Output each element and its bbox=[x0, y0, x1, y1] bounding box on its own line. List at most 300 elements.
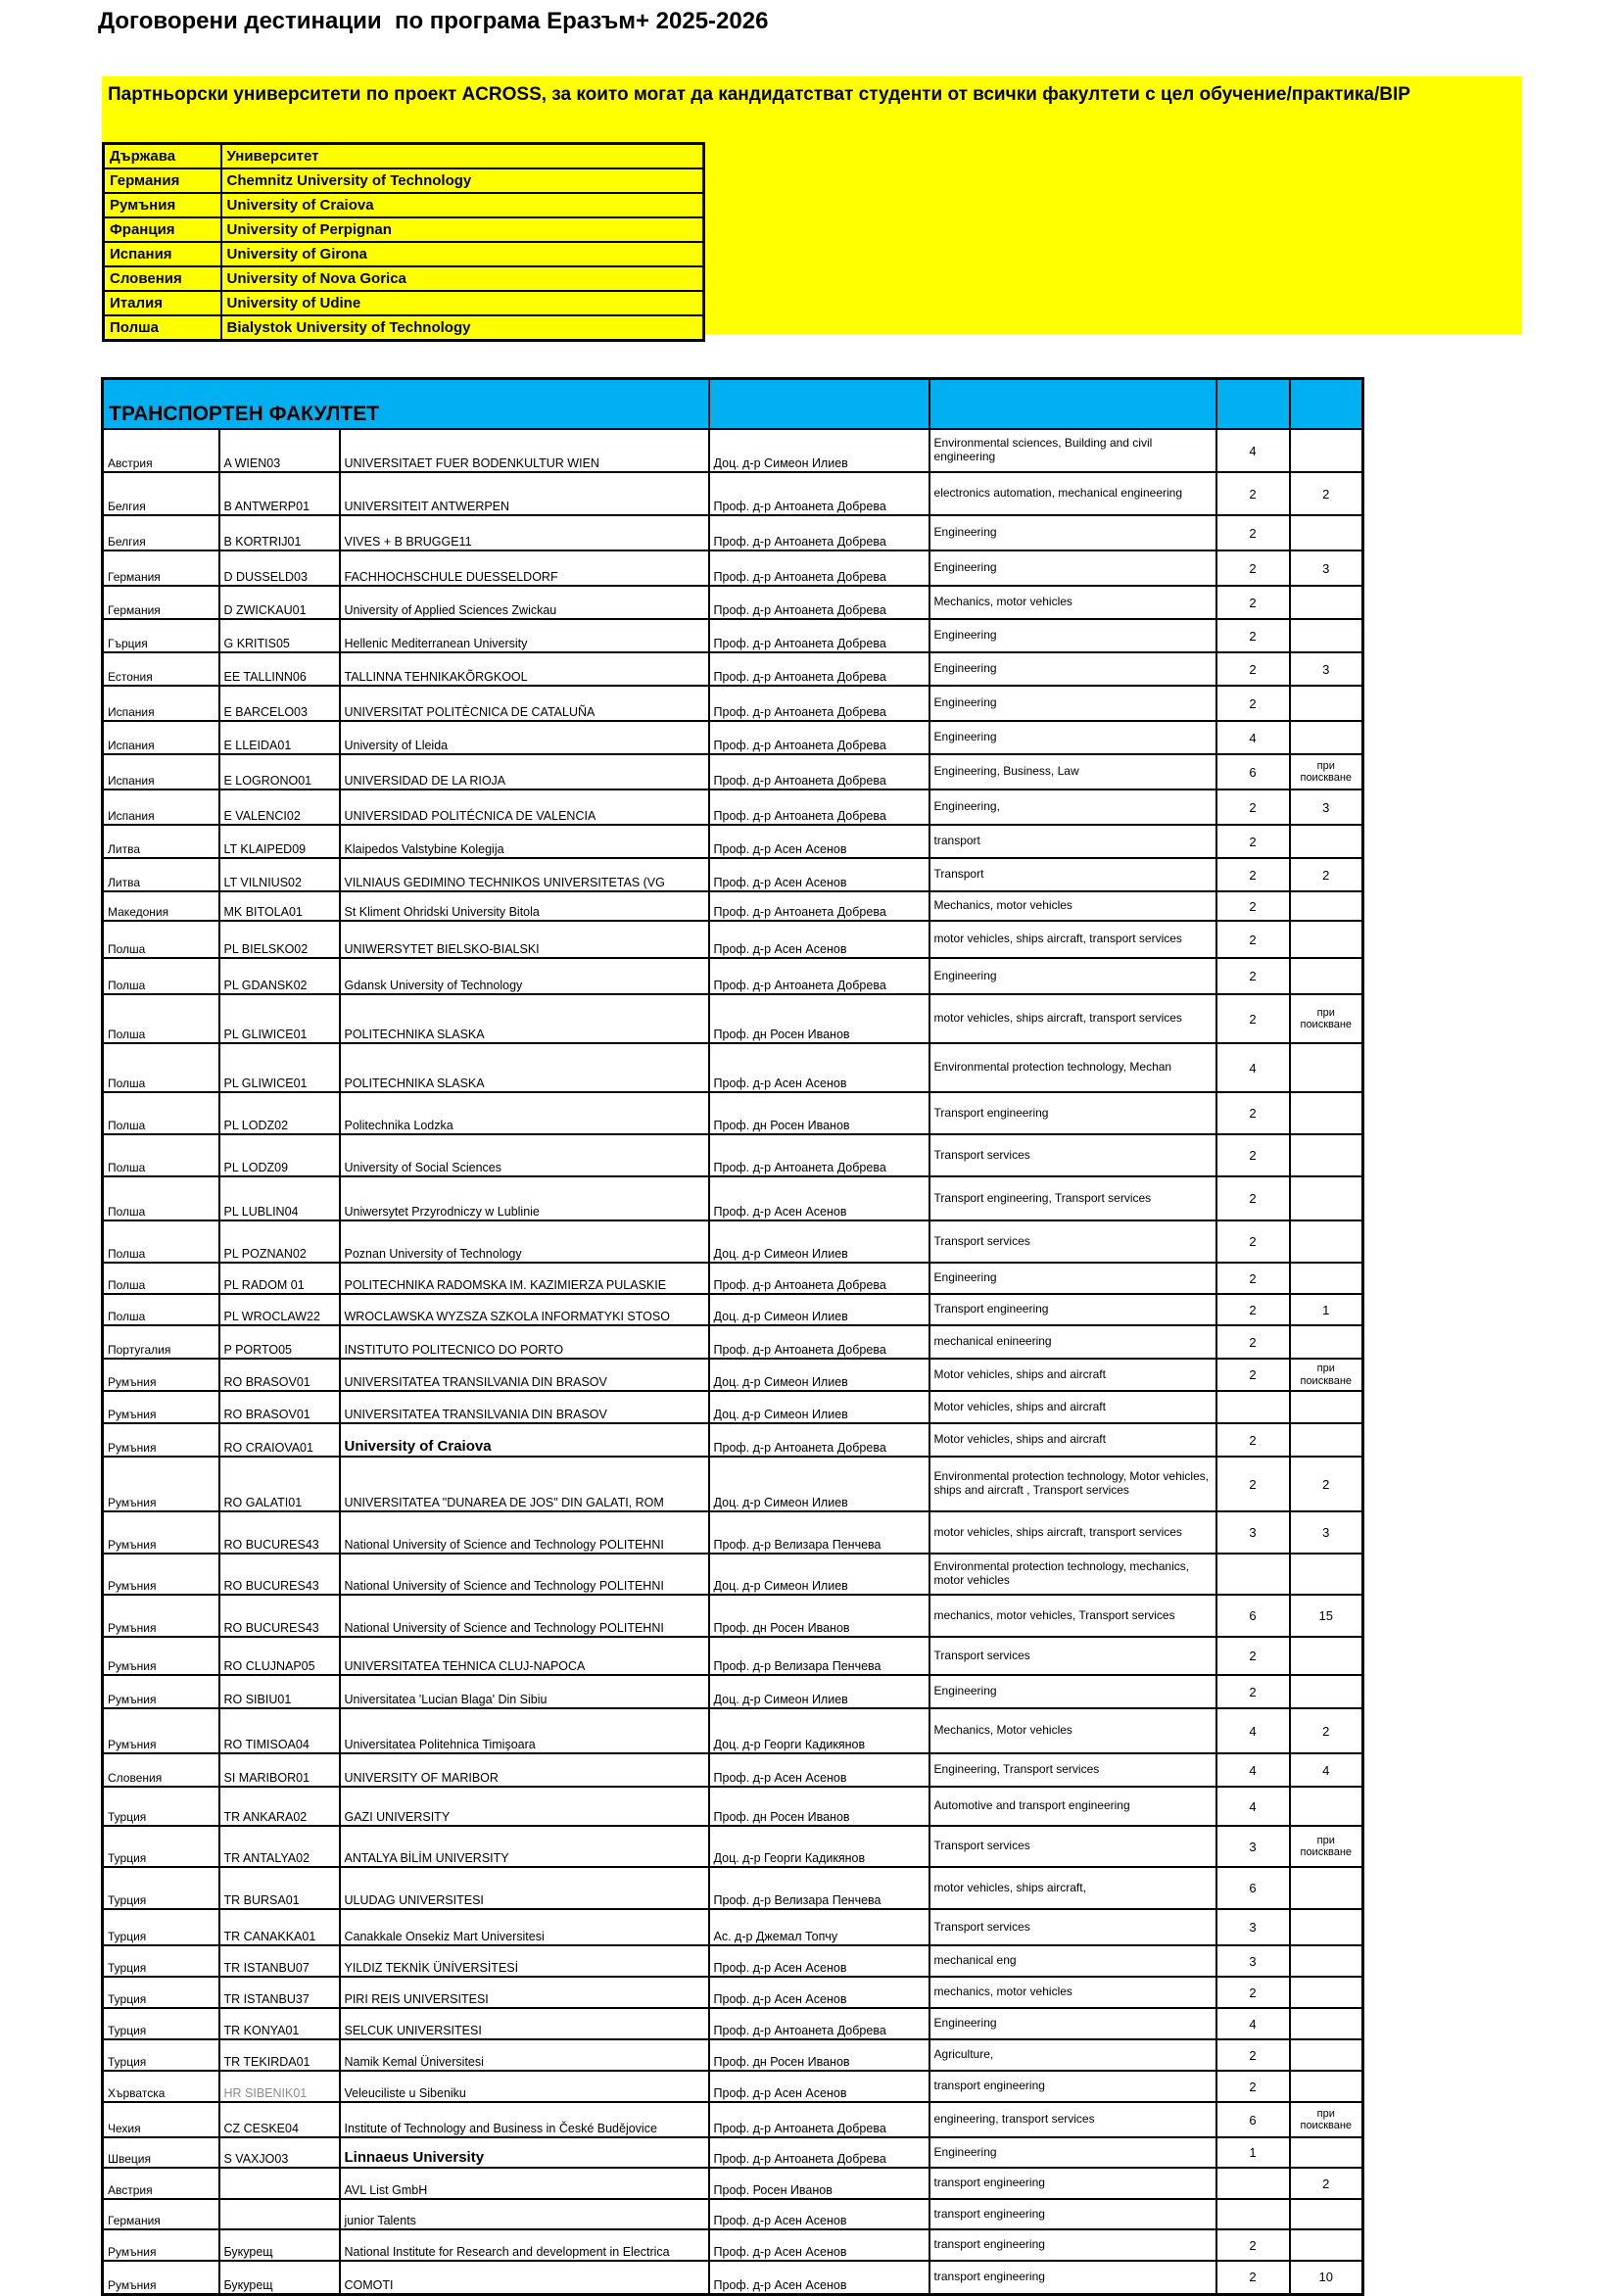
places-cell: 2 bbox=[1216, 2261, 1290, 2294]
country-cell: Румъния bbox=[103, 2229, 219, 2261]
coordinator-cell: Доц. д-р Симеон Илиев bbox=[709, 1220, 929, 1263]
country-cell: Румъния bbox=[103, 1359, 219, 1391]
coordinator-cell: Проф. д-р Асен Асенов bbox=[709, 858, 929, 891]
faculty-row bbox=[103, 1457, 1363, 1511]
fields-cell: electronics automation, mechanical engineering bbox=[929, 472, 1216, 515]
university-cell: UNIVERSIDAD DE LA RIOJA bbox=[340, 754, 709, 789]
note-cell bbox=[1290, 1675, 1363, 1708]
code-cell: EE TALLINN06 bbox=[219, 652, 340, 686]
fields-cell: Engineering bbox=[929, 1675, 1216, 1708]
faculty-row bbox=[103, 515, 1363, 550]
country-cell: Полша bbox=[103, 1294, 219, 1325]
country-cell: Румъния bbox=[103, 1457, 219, 1511]
country-cell: Полша bbox=[103, 1134, 219, 1176]
partner-country-cell: Словения bbox=[104, 266, 221, 291]
code-cell: PL RADOM 01 bbox=[219, 1263, 340, 1294]
page-title: Договорени дестинации по програма Еразъм+ 2025-2026 bbox=[98, 8, 769, 34]
code-cell: G KRITIS05 bbox=[219, 619, 340, 652]
country-cell: Германия bbox=[103, 550, 219, 586]
faculty-row bbox=[103, 1787, 1363, 1826]
places-cell: 2 bbox=[1216, 1176, 1290, 1220]
places-cell: 2 bbox=[1216, 825, 1290, 858]
partner-country-cell: Полша bbox=[104, 315, 221, 341]
country-cell: Турция bbox=[103, 1826, 219, 1867]
university-cell: UNIVERSITAET FUER BODENKULTUR WIEN bbox=[340, 429, 709, 472]
country-cell: Германия bbox=[103, 2199, 219, 2229]
note-cell bbox=[1290, 891, 1363, 921]
coordinator-cell: Проф. д-р Антоанета Добрева bbox=[709, 2008, 929, 2039]
code-cell: PL LODZ09 bbox=[219, 1134, 340, 1176]
university-cell: GAZI UNIVERSITY bbox=[340, 1787, 709, 1826]
coordinator-cell: Проф. д-р Асен Асенов bbox=[709, 1043, 929, 1092]
partner-country-cell: Германия bbox=[104, 168, 221, 193]
coordinator-cell: Проф. д-р Антоанета Добрева bbox=[709, 754, 929, 789]
university-cell: AVL List GmbH bbox=[340, 2168, 709, 2199]
faculty-row bbox=[103, 1294, 1363, 1325]
faculty-header-fields bbox=[929, 379, 1216, 430]
note-cell bbox=[1290, 2071, 1363, 2102]
faculty-row bbox=[103, 1391, 1363, 1423]
note-cell: при поискване bbox=[1290, 2102, 1363, 2137]
code-cell: TR CANAKKA01 bbox=[219, 1909, 340, 1945]
note-cell bbox=[1290, 1092, 1363, 1134]
university-cell: TALLINNA TEHNIKAKÕRGKOOL bbox=[340, 652, 709, 686]
fields-cell: Transport engineering bbox=[929, 1294, 1216, 1325]
university-cell: UNIVERSITAT POLITÈCNICA DE CATALUÑA bbox=[340, 686, 709, 721]
country-cell: Румъния bbox=[103, 1511, 219, 1554]
fields-cell: Transport engineering bbox=[929, 1092, 1216, 1134]
code-cell: RO CLUJNAP05 bbox=[219, 1637, 340, 1675]
country-cell: Испания bbox=[103, 686, 219, 721]
fields-cell: Engineering bbox=[929, 958, 1216, 994]
note-cell bbox=[1290, 1909, 1363, 1945]
fields-cell: Engineering bbox=[929, 2137, 1216, 2168]
coordinator-cell: Доц. д-р Симеон Илиев bbox=[709, 1675, 929, 1708]
note-cell bbox=[1290, 1176, 1363, 1220]
places-cell: 2 bbox=[1216, 472, 1290, 515]
code-cell: PL POZNAN02 bbox=[219, 1220, 340, 1263]
note-cell: 3 bbox=[1290, 789, 1363, 825]
faculty-row bbox=[103, 1554, 1363, 1595]
partner-university-cell: University of Girona bbox=[221, 242, 704, 266]
note-cell: 3 bbox=[1290, 1511, 1363, 1554]
country-cell: Испания bbox=[103, 754, 219, 789]
places-cell: 3 bbox=[1216, 1826, 1290, 1867]
faculty-row bbox=[103, 994, 1363, 1043]
university-cell: junior Talents bbox=[340, 2199, 709, 2229]
faculty-row bbox=[103, 1359, 1363, 1391]
coordinator-cell: Проф. дн Росен Иванов bbox=[709, 1787, 929, 1826]
code-cell: RO BUCURES43 bbox=[219, 1554, 340, 1595]
university-cell: Namik Kemal Üniversitesi bbox=[340, 2039, 709, 2071]
fields-cell: Environmental sciences, Building and civil engineering bbox=[929, 429, 1216, 472]
note-cell bbox=[1290, 2137, 1363, 2168]
university-cell: VILNIAUS GEDIMINO TECHNIKOS UNIVERSITETAS (VG bbox=[340, 858, 709, 891]
fields-cell: Motor vehicles, ships and aircraft bbox=[929, 1391, 1216, 1423]
university-cell: VIVES + B BRUGGE11 bbox=[340, 515, 709, 550]
code-cell: B KORTRIJ01 bbox=[219, 515, 340, 550]
country-cell: Полша bbox=[103, 1176, 219, 1220]
university-cell: Universitatea Politehnica Timişoara bbox=[340, 1708, 709, 1753]
note-cell bbox=[1290, 1787, 1363, 1826]
country-cell: Германия bbox=[103, 586, 219, 619]
coordinator-cell: Проф. дн Росен Иванов bbox=[709, 1092, 929, 1134]
note-cell: 2 bbox=[1290, 2168, 1363, 2199]
note-cell: при поискване bbox=[1290, 1359, 1363, 1391]
faculty-row bbox=[103, 2137, 1363, 2168]
faculty-row bbox=[103, 789, 1363, 825]
code-cell: MK BITOLA01 bbox=[219, 891, 340, 921]
places-cell: 2 bbox=[1216, 1263, 1290, 1294]
faculty-row bbox=[103, 721, 1363, 754]
places-cell: 2 bbox=[1216, 2071, 1290, 2102]
code-cell: Букурещ bbox=[219, 2229, 340, 2261]
country-cell: Турция bbox=[103, 1945, 219, 1977]
code-cell: E LLEIDA01 bbox=[219, 721, 340, 754]
university-cell: Institute of Technology and Business in České Budějovice bbox=[340, 2102, 709, 2137]
partners-header-country: Държава bbox=[104, 144, 221, 169]
places-cell: 2 bbox=[1216, 2039, 1290, 2071]
across-banner-text: Партньорски университети по проект ACROSS, за които могат да кандидатстват студенти от всички факултети с цел обучение/практика/BIP bbox=[108, 84, 1410, 105]
university-cell: UNIWERSYTET BIELSKO-BIALSKI bbox=[340, 921, 709, 958]
university-cell: YILDIZ TEKNİK ÜNİVERSİTESİ bbox=[340, 1945, 709, 1977]
fields-cell: transport bbox=[929, 825, 1216, 858]
places-cell: 4 bbox=[1216, 1043, 1290, 1092]
university-cell: Veleuciliste u Sibeniku bbox=[340, 2071, 709, 2102]
country-cell: Турция bbox=[103, 1977, 219, 2008]
university-cell: University of Lleida bbox=[340, 721, 709, 754]
places-cell: 2 bbox=[1216, 891, 1290, 921]
fields-cell: Motor vehicles, ships and aircraft bbox=[929, 1423, 1216, 1457]
fields-cell: mechanical eng bbox=[929, 1945, 1216, 1977]
fields-cell: Engineering, bbox=[929, 789, 1216, 825]
coordinator-cell: Проф. д-р Асен Асенов bbox=[709, 2071, 929, 2102]
fields-cell: Engineering, Business, Law bbox=[929, 754, 1216, 789]
partner-country-cell: Италия bbox=[104, 291, 221, 315]
university-cell: Gdansk University of Technology bbox=[340, 958, 709, 994]
coordinator-cell: Проф. д-р Антоанета Добрева bbox=[709, 686, 929, 721]
code-cell: RO GALATI01 bbox=[219, 1457, 340, 1511]
places-cell: 2 bbox=[1216, 1423, 1290, 1457]
fields-cell: mechanics, motor vehicles bbox=[929, 1977, 1216, 2008]
country-cell: Полша bbox=[103, 1220, 219, 1263]
coordinator-cell: Доц. д-р Симеон Илиев bbox=[709, 1554, 929, 1595]
fields-cell: engineering, transport services bbox=[929, 2102, 1216, 2137]
university-cell: Linnaeus University bbox=[340, 2137, 709, 2168]
faculty-row bbox=[103, 1134, 1363, 1176]
places-cell: 2 bbox=[1216, 1675, 1290, 1708]
note-cell bbox=[1290, 1554, 1363, 1595]
country-cell: Литва bbox=[103, 858, 219, 891]
places-cell: 2 bbox=[1216, 921, 1290, 958]
code-cell: PL GLIWICE01 bbox=[219, 994, 340, 1043]
places-cell: 2 bbox=[1216, 858, 1290, 891]
faculty-row bbox=[103, 1043, 1363, 1092]
fields-cell: Engineering bbox=[929, 550, 1216, 586]
places-cell: 2 bbox=[1216, 1092, 1290, 1134]
code-cell: PL LUBLIN04 bbox=[219, 1176, 340, 1220]
university-cell: St Kliment Ohridski University Bitola bbox=[340, 891, 709, 921]
note-cell bbox=[1290, 1134, 1363, 1176]
code-cell: RO BRASOV01 bbox=[219, 1359, 340, 1391]
places-cell: 2 bbox=[1216, 1325, 1290, 1359]
country-cell: Испания bbox=[103, 789, 219, 825]
university-cell: National Institute for Research and development in Electrica bbox=[340, 2229, 709, 2261]
faculty-row bbox=[103, 429, 1363, 472]
university-cell: POLITECHNIKA SLASKA bbox=[340, 994, 709, 1043]
note-cell: при поискване bbox=[1290, 994, 1363, 1043]
fields-cell: Automotive and transport engineering bbox=[929, 1787, 1216, 1826]
faculty-row bbox=[103, 2229, 1363, 2261]
faculty-row bbox=[103, 858, 1363, 891]
fields-cell: motor vehicles, ships aircraft, transport services bbox=[929, 994, 1216, 1043]
places-cell: 4 bbox=[1216, 429, 1290, 472]
places-cell: 2 bbox=[1216, 789, 1290, 825]
note-cell bbox=[1290, 1263, 1363, 1294]
fields-cell: Motor vehicles, ships and aircraft bbox=[929, 1359, 1216, 1391]
partner-university-cell: Bialystok University of Technology bbox=[221, 315, 704, 341]
places-cell: 4 bbox=[1216, 2008, 1290, 2039]
faculty-row bbox=[103, 2039, 1363, 2071]
fields-cell: Transport services bbox=[929, 1134, 1216, 1176]
faculty-row bbox=[103, 754, 1363, 789]
coordinator-cell: Проф. д-р Антоанета Добрева bbox=[709, 2137, 929, 2168]
code-cell: SI MARIBOR01 bbox=[219, 1753, 340, 1787]
note-cell bbox=[1290, 2008, 1363, 2039]
coordinator-cell: Доц. д-р Георги Кадикянов bbox=[709, 1708, 929, 1753]
places-cell bbox=[1216, 1554, 1290, 1595]
country-cell: Австрия bbox=[103, 2168, 219, 2199]
faculty-row bbox=[103, 686, 1363, 721]
faculty-table-title: ТРАНСПОРТЕН ФАКУЛТЕТ bbox=[103, 379, 709, 430]
note-cell bbox=[1290, 1220, 1363, 1263]
fields-cell: Transport services bbox=[929, 1220, 1216, 1263]
note-cell: при поискване bbox=[1290, 754, 1363, 789]
coordinator-cell: Проф. д-р Антоанета Добрева bbox=[709, 619, 929, 652]
transport-faculty-table bbox=[101, 377, 1364, 2296]
code-cell: HR SIBENIK01 bbox=[219, 2071, 340, 2102]
coordinator-cell: Доц. д-р Георги Кадикянов bbox=[709, 1826, 929, 1867]
note-cell bbox=[1290, 1043, 1363, 1092]
country-cell: Белгия bbox=[103, 515, 219, 550]
faculty-row bbox=[103, 1708, 1363, 1753]
places-cell: 6 bbox=[1216, 754, 1290, 789]
university-cell: National University of Science and Technology POLITEHNI bbox=[340, 1511, 709, 1554]
note-cell bbox=[1290, 1945, 1363, 1977]
country-cell: Белгия bbox=[103, 472, 219, 515]
note-cell: 2 bbox=[1290, 472, 1363, 515]
partner-university-cell: University of Perpignan bbox=[221, 217, 704, 242]
places-cell: 4 bbox=[1216, 1753, 1290, 1787]
note-cell: 3 bbox=[1290, 550, 1363, 586]
places-cell: 2 bbox=[1216, 652, 1290, 686]
coordinator-cell: Проф. д-р Антоанета Добрева bbox=[709, 2102, 929, 2137]
note-cell bbox=[1290, 1423, 1363, 1457]
fields-cell: Engineering, Transport services bbox=[929, 1753, 1216, 1787]
fields-cell: transport engineering bbox=[929, 2229, 1216, 2261]
note-cell: 10 bbox=[1290, 2261, 1363, 2294]
coordinator-cell: Проф. д-р Велизара Пенчева bbox=[709, 1511, 929, 1554]
places-cell: 3 bbox=[1216, 1909, 1290, 1945]
code-cell: D DUSSELD03 bbox=[219, 550, 340, 586]
code-cell: Букурещ bbox=[219, 2261, 340, 2294]
university-cell: ULUDAG UNIVERSITESI bbox=[340, 1867, 709, 1909]
fields-cell: motor vehicles, ships aircraft, transport services bbox=[929, 1511, 1216, 1554]
fields-cell: motor vehicles, ships aircraft, transport services bbox=[929, 921, 1216, 958]
places-cell bbox=[1216, 1391, 1290, 1423]
faculty-row bbox=[103, 1637, 1363, 1675]
faculty-row bbox=[103, 921, 1363, 958]
coordinator-cell: Проф. д-р Антоанета Добрева bbox=[709, 472, 929, 515]
note-cell bbox=[1290, 619, 1363, 652]
fields-cell: transport engineering bbox=[929, 2071, 1216, 2102]
faculty-row bbox=[103, 2102, 1363, 2137]
country-cell: Гърция bbox=[103, 619, 219, 652]
places-cell: 3 bbox=[1216, 1945, 1290, 1977]
faculty-row bbox=[103, 825, 1363, 858]
partners-header-university: Университет bbox=[221, 144, 704, 169]
code-cell: TR BURSA01 bbox=[219, 1867, 340, 1909]
note-cell: 2 bbox=[1290, 1708, 1363, 1753]
fields-cell: motor vehicles, ships aircraft, bbox=[929, 1867, 1216, 1909]
fields-cell: Engineering bbox=[929, 721, 1216, 754]
university-cell: POLITECHNIKA RADOMSKA IM. KAZIMIERZA PULASKIE bbox=[340, 1263, 709, 1294]
code-cell: RO BUCURES43 bbox=[219, 1511, 340, 1554]
fields-cell: transport engineering bbox=[929, 2199, 1216, 2229]
country-cell: Полша bbox=[103, 1263, 219, 1294]
university-cell: UNIVERSIDAD POLITÉCNICA DE VALENCIA bbox=[340, 789, 709, 825]
code-cell: S VAXJO03 bbox=[219, 2137, 340, 2168]
coordinator-cell: Проф. д-р Асен Асенов bbox=[709, 921, 929, 958]
university-cell: INSTITUTO POLITECNICO DO PORTO bbox=[340, 1325, 709, 1359]
university-cell: Klaipedos Valstybine Kolegija bbox=[340, 825, 709, 858]
faculty-row bbox=[103, 1977, 1363, 2008]
places-cell: 4 bbox=[1216, 1787, 1290, 1826]
faculty-row bbox=[103, 2071, 1363, 2102]
university-cell: Politechnika Lodzka bbox=[340, 1092, 709, 1134]
fields-cell: Transport services bbox=[929, 1637, 1216, 1675]
faculty-row bbox=[103, 1867, 1363, 1909]
places-cell: 2 bbox=[1216, 686, 1290, 721]
coordinator-cell: Проф. д-р Антоанета Добрева bbox=[709, 515, 929, 550]
country-cell: Турция bbox=[103, 2039, 219, 2071]
note-cell bbox=[1290, 721, 1363, 754]
fields-cell: Engineering bbox=[929, 686, 1216, 721]
coordinator-cell: Проф. д-р Асен Асенов bbox=[709, 1176, 929, 1220]
university-cell: PIRI REIS UNIVERSITESI bbox=[340, 1977, 709, 2008]
faculty-row bbox=[103, 1176, 1363, 1220]
country-cell: Полша bbox=[103, 1043, 219, 1092]
fields-cell: Agriculture, bbox=[929, 2039, 1216, 2071]
faculty-header-row bbox=[103, 379, 1363, 430]
partner-row bbox=[104, 193, 704, 217]
university-cell: National University of Science and Technology POLITEHNI bbox=[340, 1595, 709, 1637]
partner-row bbox=[104, 266, 704, 291]
note-cell bbox=[1290, 1977, 1363, 2008]
partner-row bbox=[104, 315, 704, 341]
code-cell bbox=[219, 2199, 340, 2229]
university-cell: WROCLAWSKA WYZSZA SZKOLA INFORMATYKI STOSO bbox=[340, 1294, 709, 1325]
partner-row bbox=[104, 242, 704, 266]
fields-cell: Transport bbox=[929, 858, 1216, 891]
faculty-header-places bbox=[1216, 379, 1290, 430]
fields-cell: Engineering bbox=[929, 652, 1216, 686]
faculty-row bbox=[103, 2199, 1363, 2229]
country-cell: Чехия bbox=[103, 2102, 219, 2137]
fields-cell: Environmental protection technology, Motor vehicles, ships and aircraft , Transport services bbox=[929, 1457, 1216, 1511]
faculty-header-note bbox=[1290, 379, 1363, 430]
fields-cell: mechanics, motor vehicles, Transport services bbox=[929, 1595, 1216, 1637]
country-cell: Естония bbox=[103, 652, 219, 686]
note-cell bbox=[1290, 921, 1363, 958]
code-cell: RO TIMISOA04 bbox=[219, 1708, 340, 1753]
places-cell: 2 bbox=[1216, 2229, 1290, 2261]
university-cell: Hellenic Mediterranean University bbox=[340, 619, 709, 652]
country-cell: Румъния bbox=[103, 1554, 219, 1595]
code-cell: CZ CESKE04 bbox=[219, 2102, 340, 2137]
partner-row bbox=[104, 168, 704, 193]
faculty-row bbox=[103, 1092, 1363, 1134]
coordinator-cell: Проф. д-р Антоанета Добрева bbox=[709, 789, 929, 825]
faculty-row bbox=[103, 2261, 1363, 2294]
coordinator-cell: Проф. д-р Асен Асенов bbox=[709, 2261, 929, 2294]
coordinator-cell: Проф. д-р Антоанета Добрева bbox=[709, 721, 929, 754]
fields-cell: transport engineering bbox=[929, 2168, 1216, 2199]
code-cell: TR ISTANBU37 bbox=[219, 1977, 340, 2008]
note-cell bbox=[1290, 515, 1363, 550]
university-cell: Uniwersytet Przyrodniczy w Lublinie bbox=[340, 1176, 709, 1220]
coordinator-cell: Проф. д-р Антоанета Добрева bbox=[709, 652, 929, 686]
partner-country-cell: Франция bbox=[104, 217, 221, 242]
university-cell: UNIVERSITATEA TEHNICA CLUJ-NAPOCA bbox=[340, 1637, 709, 1675]
fields-cell: Engineering bbox=[929, 1263, 1216, 1294]
faculty-row bbox=[103, 1325, 1363, 1359]
university-cell: UNIVERSITATEA "DUNAREA DE JOS" DIN GALATI, ROM bbox=[340, 1457, 709, 1511]
partners-header-row bbox=[104, 144, 704, 169]
note-cell bbox=[1290, 1867, 1363, 1909]
coordinator-cell: Проф. д-р Асен Асенов bbox=[709, 1753, 929, 1787]
country-cell: Полша bbox=[103, 921, 219, 958]
note-cell bbox=[1290, 1325, 1363, 1359]
partner-university-cell: University of Craiova bbox=[221, 193, 704, 217]
code-cell: P PORTO05 bbox=[219, 1325, 340, 1359]
code-cell: RO SIBIU01 bbox=[219, 1675, 340, 1708]
code-cell: D ZWICKAU01 bbox=[219, 586, 340, 619]
fields-cell: Mechanics, motor vehicles bbox=[929, 586, 1216, 619]
fields-cell: Engineering bbox=[929, 515, 1216, 550]
code-cell: E BARCELO03 bbox=[219, 686, 340, 721]
country-cell: Австрия bbox=[103, 429, 219, 472]
country-cell: Хърватска bbox=[103, 2071, 219, 2102]
coordinator-cell: Проф. д-р Велизара Пенчева bbox=[709, 1637, 929, 1675]
coordinator-cell: Проф. Росен Иванов bbox=[709, 2168, 929, 2199]
university-cell: University of Social Sciences bbox=[340, 1134, 709, 1176]
faculty-row bbox=[103, 1595, 1363, 1637]
coordinator-cell: Проф. д-р Велизара Пенчева bbox=[709, 1867, 929, 1909]
fields-cell: mechanical enineering bbox=[929, 1325, 1216, 1359]
university-cell: University of Craiova bbox=[340, 1423, 709, 1457]
faculty-row bbox=[103, 472, 1363, 515]
coordinator-cell: Проф. д-р Асен Асенов bbox=[709, 825, 929, 858]
country-cell: Румъния bbox=[103, 1423, 219, 1457]
places-cell: 2 bbox=[1216, 515, 1290, 550]
country-cell: Румъния bbox=[103, 2261, 219, 2294]
note-cell bbox=[1290, 1391, 1363, 1423]
country-cell: Швеция bbox=[103, 2137, 219, 2168]
faculty-row bbox=[103, 1220, 1363, 1263]
coordinator-cell: Проф. д-р Асен Асенов bbox=[709, 2229, 929, 2261]
places-cell: 2 bbox=[1216, 994, 1290, 1043]
